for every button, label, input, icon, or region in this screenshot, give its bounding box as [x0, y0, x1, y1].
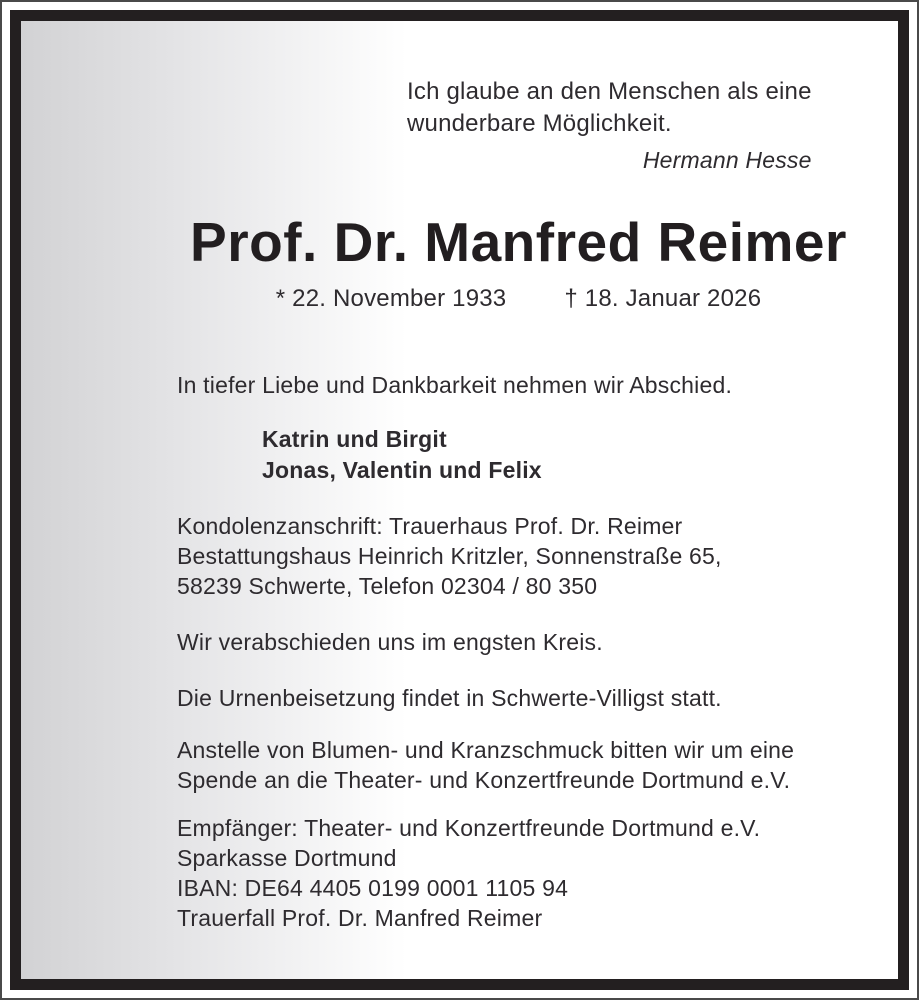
birth-date: * 22. November 1933 [275, 285, 507, 312]
condolence-line: Kondolenzanschrift: Trauerhaus Prof. Dr. Reimer [177, 513, 683, 539]
donation-line: Spende an die Theater- und Konzertfreunde Dortmund e.V. [177, 767, 791, 793]
obituary-content [21, 21, 898, 979]
donation-note-block [177, 735, 860, 795]
quote-attribution: Hermann Hesse [642, 147, 812, 173]
intro-line: In tiefer Liebe und Dankbarkeit nehmen wir Abschied. [177, 372, 733, 398]
deceased-name: Prof. Dr. Manfred Reimer [190, 211, 847, 273]
farewell-note: Wir verabschieden uns im engsten Kreis. [177, 629, 603, 655]
quote-line: Ich glaube an den Menschen als eine [407, 78, 812, 105]
quote-line: wunderbare Möglichkeit. [407, 110, 672, 137]
condolence-line: Bestattungshaus Heinrich Kritzler, Sonnenstraße 65, [177, 543, 722, 569]
quote-block [407, 76, 812, 176]
donation-bank: Sparkasse Dortmund [177, 845, 397, 871]
condolence-line: 58239 Schwerte, Telefon 02304 / 80 350 [177, 573, 598, 599]
condolence-address-block [177, 511, 860, 601]
mourners-line: Jonas, Valentin und Felix [262, 457, 542, 483]
life-dates [177, 284, 860, 314]
mourners-line: Katrin und Birgit [262, 426, 447, 452]
donation-iban: IBAN: DE64 4405 0199 0001 1105 94 [177, 875, 569, 901]
donation-details-block [177, 813, 860, 933]
mourners-block [262, 424, 860, 486]
burial-note: Die Urnenbeisetzung findet in Schwerte-Villigst statt. [177, 685, 722, 711]
donation-recipient: Empfänger: Theater- und Konzertfreunde Dortmund e.V. [177, 815, 761, 841]
donation-line: Anstelle von Blumen- und Kranzschmuck bitten wir um eine [177, 737, 795, 763]
death-date: † 18. Januar 2026 [564, 285, 762, 312]
donation-reference: Trauerfall Prof. Dr. Manfred Reimer [177, 905, 543, 931]
border-frame [10, 10, 909, 990]
